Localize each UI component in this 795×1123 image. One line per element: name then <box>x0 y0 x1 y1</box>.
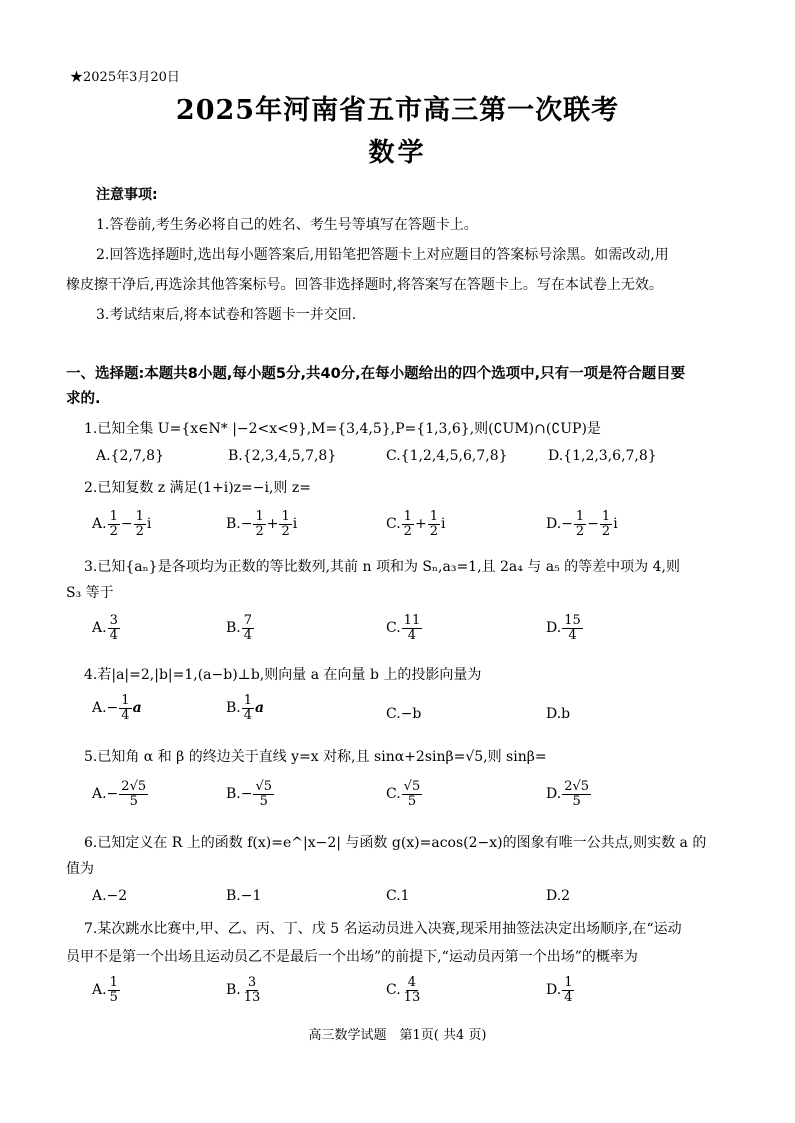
q7-a-prefix: A. <box>92 982 107 999</box>
q7-d-fraction <box>562 976 574 1004</box>
q3-b-fraction <box>242 614 254 642</box>
q2-c-op: + <box>414 516 427 533</box>
q1-option-b: B.{2,3,4,5,7,8} <box>228 448 337 464</box>
q7-c-num: 4 <box>407 975 417 990</box>
q4-option-c: C.−b <box>386 706 422 722</box>
q4-b-den: 4 <box>243 707 253 723</box>
q2-d-den-1: 2 <box>575 523 585 539</box>
q2-d-op: − <box>587 516 599 533</box>
q3-d-den: 4 <box>568 627 577 643</box>
q2-b-fraction-2 <box>279 510 291 538</box>
q6-option-a: A.−2 <box>92 888 128 904</box>
q7-c-prefix: C. <box>386 982 401 999</box>
q4-option-b <box>226 694 264 722</box>
q2-a-fraction-2 <box>134 510 146 538</box>
q3-c-num: 11 <box>403 613 421 628</box>
q2-b-num-1: 1 <box>255 509 264 524</box>
q3-a-prefix: A. <box>92 620 107 637</box>
q2-option-d <box>546 510 618 538</box>
question-4-stem: 4.若|a|=2,|b|=1,(a−b)⊥b,则向量 a 在向量 b 上的投影向量为 <box>84 667 482 683</box>
q4-option-d: D.b <box>546 706 571 722</box>
q7-d-den: 4 <box>564 989 573 1005</box>
question-3-stem: 3.已知{aₙ}是各项均为正数的等比数列,其前 n 项和为 Sₙ,a₃=1,且 2a₄ 与 a₅ 的等差中项为 4,则 <box>84 559 680 575</box>
q5-a-den: 5 <box>129 793 138 809</box>
q3-d-num: 15 <box>564 613 581 628</box>
q2-c-suffix: i <box>440 516 446 533</box>
q3-option-a <box>92 614 121 642</box>
q2-b-den-2: 2 <box>281 523 290 539</box>
q6-option-d: D.2 <box>546 888 571 904</box>
q5-c-prefix: C. <box>386 786 401 803</box>
q2-b-suffix: i <box>292 516 298 533</box>
q2-a-op: − <box>120 516 133 533</box>
q2-b-num-2: 1 <box>281 509 290 524</box>
q4-b-suffix: a <box>255 700 265 717</box>
q3-c-den: 4 <box>407 627 417 643</box>
q2-b-op: + <box>266 516 279 533</box>
question-7-stem: 7.某次跳水比赛中,甲、乙、丙、丁、戊 5 名运动员进入决赛,现采用抽签法决定出场顺序,在“运动 <box>84 921 682 937</box>
q5-a-prefix: A.− <box>92 786 119 803</box>
q3-a-fraction <box>108 614 120 642</box>
q5-c-den: 5 <box>407 793 417 809</box>
q4-a-num: 1 <box>121 693 130 708</box>
q3-option-d <box>546 614 584 642</box>
q4-a-prefix: A.− <box>92 700 119 717</box>
q7-a-num: 1 <box>109 975 118 990</box>
q2-d-prefix: D.− <box>546 516 573 533</box>
q5-d-num: 2√5 <box>564 779 590 794</box>
notice-item-2-cont: 橡皮擦干净后,再选涂其他答案标号。回答非选择题时,将答案写在答题卡上。写在本试卷上无效。 <box>66 277 663 293</box>
q3-c-fraction <box>402 614 423 642</box>
exam-subject: 数学 <box>368 138 427 168</box>
q2-b-fraction-1 <box>253 510 265 538</box>
q2-c-fraction-2 <box>428 510 440 538</box>
q7-d-num: 1 <box>564 975 573 990</box>
page-footer: 高三数学试题 第1页( 共4 页) <box>308 1028 487 1043</box>
q2-a-fraction-1 <box>108 510 120 538</box>
q5-a-num: 2√5 <box>121 779 147 794</box>
q7-b-prefix: B. <box>226 982 241 999</box>
q2-option-a <box>92 510 151 538</box>
question-6-stem-cont: 值为 <box>66 861 94 877</box>
question-1-stem: 1.已知全集 U={x∈N* |−2<x<9},M={3,4,5},P={1,3,6},则(∁UM)∩(∁UP)是 <box>84 421 601 437</box>
q3-option-b <box>226 614 255 642</box>
q4-b-num: 1 <box>243 693 253 708</box>
notice-item-1: 1.答卷前,考生务必将自己的姓名、考生号等填写在答题卡上。 <box>96 217 478 233</box>
q7-b-den: 13 <box>243 989 261 1005</box>
question-2-stem: 2.已知复数 z 满足(1+i)z=−i,则 z= <box>84 480 311 496</box>
exam-date: ★2025年3月20日 <box>70 70 180 85</box>
q2-c-num-2: 1 <box>429 509 438 524</box>
notice-heading: 注意事项: <box>96 187 158 203</box>
q3-d-fraction <box>562 614 583 642</box>
q2-a-num-1: 1 <box>109 509 118 524</box>
q7-c-den: 13 <box>403 989 421 1005</box>
q2-b-prefix: B.− <box>226 516 253 533</box>
q3-b-num: 7 <box>243 613 253 628</box>
q3-a-num: 3 <box>109 613 118 628</box>
q4-b-fraction <box>242 694 254 722</box>
q3-d-prefix: D. <box>546 620 562 637</box>
q5-c-fraction <box>402 780 423 808</box>
notice-item-3: 3.考试结束后,将本试卷和答题卡一并交回. <box>96 307 357 323</box>
question-7-stem-cont: 员甲不是第一个出场且运动员乙不是最后一个出场”的前提下,“运动员丙第一个出场”的概率为 <box>66 949 638 965</box>
q2-c-fraction-1 <box>402 510 414 538</box>
q5-option-d <box>546 780 592 808</box>
q5-d-fraction <box>562 780 591 808</box>
q3-option-c <box>386 614 423 642</box>
q7-b-fraction <box>242 976 263 1004</box>
q2-a-den-2: 2 <box>135 523 144 539</box>
q5-b-fraction <box>253 780 274 808</box>
q4-a-suffix: a <box>132 700 142 717</box>
q5-option-b <box>226 780 275 808</box>
q2-a-den-1: 2 <box>109 523 118 539</box>
q5-option-a <box>92 780 149 808</box>
q2-c-den-2: 2 <box>429 523 438 539</box>
q5-b-prefix: B.− <box>226 786 253 803</box>
q2-a-suffix: i <box>146 516 152 533</box>
q7-a-den: 5 <box>109 989 118 1005</box>
q5-d-prefix: D. <box>546 786 562 803</box>
question-6-stem: 6.已知定义在 R 上的函数 f(x)=e^|x−2| 与函数 g(x)=acos(2−x)的图象有唯一公共点,则实数 a 的 <box>84 835 707 851</box>
q1-option-c: C.{1,2,4,5,6,7,8} <box>386 448 508 464</box>
q4-option-a <box>92 694 142 722</box>
q7-a-fraction <box>108 976 120 1004</box>
section-heading-cont: 求的. <box>66 391 101 407</box>
q4-a-den: 4 <box>121 707 130 723</box>
q2-a-num-2: 1 <box>135 509 144 524</box>
q5-b-den: 5 <box>259 793 268 809</box>
q3-b-prefix: B. <box>226 620 241 637</box>
q4-b-prefix: B. <box>226 700 241 717</box>
q2-c-den-1: 2 <box>403 523 412 539</box>
q2-option-b <box>226 510 297 538</box>
q7-option-d <box>546 976 575 1004</box>
q2-c-prefix: C. <box>386 516 401 533</box>
q5-a-fraction <box>119 780 148 808</box>
q7-b-num: 3 <box>247 975 257 990</box>
q5-b-num: √5 <box>255 779 273 794</box>
q7-c-fraction <box>402 976 423 1004</box>
q1-option-a: A.{2,7,8} <box>96 448 164 464</box>
q7-option-c <box>386 976 423 1004</box>
q2-d-fraction-1 <box>574 510 586 538</box>
q2-d-num-2: 1 <box>601 509 611 524</box>
section-heading: 一、选择题:本题共8小题,每小题5分,共40分,在每小题给出的四个选项中,只有一项是符合题目要 <box>66 366 686 382</box>
q2-d-num-1: 1 <box>575 509 585 524</box>
question-5-stem: 5.已知角 α 和 β 的终边关于直线 y=x 对称,且 sinα+2sinβ=√5,则 sinβ= <box>84 749 547 765</box>
q2-c-num-1: 1 <box>403 509 412 524</box>
q3-a-den: 4 <box>109 627 118 643</box>
q2-d-fraction-2 <box>600 510 612 538</box>
q7-d-prefix: D. <box>546 982 562 999</box>
q6-option-c: C.1 <box>386 888 410 904</box>
q2-d-suffix: i <box>613 516 618 533</box>
notice-item-2: 2.回答选择题时,选出每小题答案后,用铅笔把答题卡上对应题目的答案标号涂黑。如需改动,用 <box>96 247 669 263</box>
q2-d-den-2: 2 <box>601 523 611 539</box>
q3-b-den: 4 <box>243 627 253 643</box>
q5-d-den: 5 <box>572 793 581 809</box>
q4-a-fraction <box>119 694 131 722</box>
q7-option-a <box>92 976 121 1004</box>
exam-title: 2025年河南省五市高三第一次联考 <box>175 95 620 126</box>
q5-option-c <box>386 780 423 808</box>
q2-option-c <box>386 510 445 538</box>
q3-c-prefix: C. <box>386 620 401 637</box>
q5-c-num: √5 <box>403 779 421 794</box>
question-3-stem-cont: S₃ 等于 <box>66 585 114 601</box>
q2-a-prefix: A. <box>92 516 107 533</box>
q7-option-b <box>226 976 263 1004</box>
q6-option-b: B.−1 <box>226 888 262 904</box>
q2-b-den-1: 2 <box>255 523 264 539</box>
q1-option-d: D.{1,2,3,6,7,8} <box>548 448 657 464</box>
